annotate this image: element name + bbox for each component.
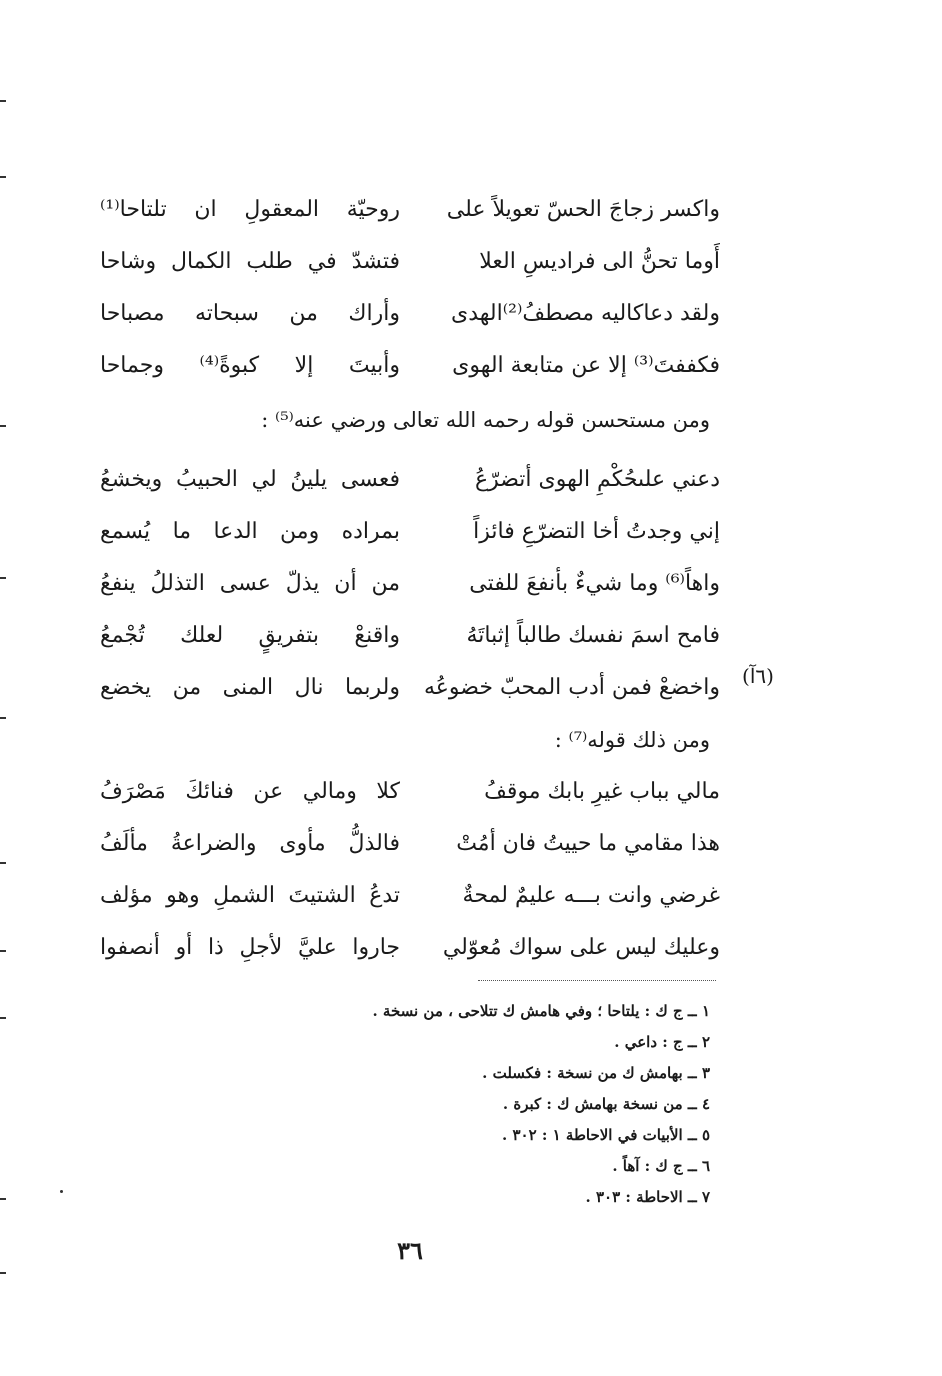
poem-block-3	[100, 766, 720, 974]
footnote: ٦ ــ ج ك : آهاً .	[612, 1157, 710, 1175]
verse-line	[100, 340, 720, 392]
verse-line	[100, 870, 720, 922]
verse-line	[100, 766, 720, 818]
scan-mark	[0, 425, 6, 427]
scan-speck	[60, 1190, 63, 1193]
hemistich: وأراك من سبحاته مصباحا	[100, 301, 400, 326]
hemistich: جاروا عليَّ لأجلِ ذا أو أنصفوا	[100, 935, 400, 960]
hemistich: تدعُ الشتيتَ الشملِ وهو مؤلف	[100, 883, 400, 908]
verse-line	[100, 288, 720, 340]
verse-line	[100, 236, 720, 288]
page-number: ٣٦	[397, 1236, 423, 1265]
hemistich: واهاً⁽⁶⁾ وما شيءٌ بأنفعَ للفتى	[469, 571, 720, 596]
hemistich: واخضعْ فمن أدب المحبّ خضوعُه	[423, 675, 720, 700]
poem-block-1	[100, 184, 720, 392]
footnote: ٢ ــ ج : داعي .	[614, 1033, 710, 1051]
hemistich: دعني علىحُكْمِ الهوى أتضرّعُ	[474, 467, 720, 492]
scan-mark	[0, 1272, 6, 1274]
footnote: ٤ ــ من نسخة بهامش ك : كبرة .	[502, 1095, 710, 1113]
hemistich: واكسر زجاجَ الحسّ تعويلاً على	[446, 197, 720, 222]
verse-line	[100, 818, 720, 870]
verse-line	[100, 662, 720, 714]
verse-line	[100, 454, 720, 506]
footnote-divider	[478, 980, 716, 981]
hemistich: كلا ومالي عن فنائكَ مَصْرَفُ	[100, 779, 400, 804]
hemistich: إني وجدتُ أخا التضرّعِ فائزاً	[473, 519, 720, 544]
verse-line	[100, 184, 720, 236]
hemistich: فتشدّ في طلب الكمال وشاحا	[100, 249, 400, 274]
scan-mark	[0, 717, 6, 719]
hemistich: فالذلُّ مأوى والضراعةُ مألَفُ	[100, 831, 400, 856]
hemistich: هذا مقامي ما حييتُ فان أمُتْ	[456, 831, 720, 856]
hemistich: فعسى يلينُ لي الحبيبُ ويخشعُ	[100, 467, 400, 492]
hemistich: بمراده ومن الدعا ما يُسمع	[100, 519, 400, 544]
poem-block-2	[100, 454, 720, 714]
verse-line	[100, 506, 720, 558]
manuscript-folio-note: (٦آ)	[742, 664, 774, 688]
verse-line	[100, 610, 720, 662]
hemistich: فامح اسمَ نفسك طالباً إثباتَهُ	[466, 623, 720, 648]
scan-mark	[0, 1198, 6, 1200]
poem-intro-1: ومن مستحسن قوله رحمه الله تعالى ورضي عنه⁽⁵⁾ :	[261, 408, 710, 432]
poem-intro-2: ومن ذلك قوله⁽⁷⁾ :	[554, 728, 710, 752]
footnote: ٧ ــ الاحاطة : ٣٠٣ .	[585, 1188, 710, 1206]
hemistich: مالي بباب غيرِ بابك موقفُ	[484, 779, 720, 804]
hemistich: واقنعْ بتفريقٍ لعلك تُجْمعُ	[100, 623, 400, 648]
verse-line	[100, 922, 720, 974]
footnotes	[372, 996, 710, 1213]
hemistich: غرضي وانت بـــه عليمٌ لمحةٌ	[462, 883, 720, 908]
hemistich: وأبيتَ إلا كبوةً⁽⁴⁾ وجماحا	[100, 353, 400, 378]
scan-mark	[0, 577, 6, 579]
hemistich: روحيّة المعقولِ ان تلتاحا⁽¹⁾	[100, 197, 400, 222]
hemistich: وعليك ليس على سواك مُعوّلي	[442, 935, 720, 960]
hemistich: فكففتَ⁽³⁾ إلا عن متابعة الهوى	[452, 353, 720, 378]
hemistich: أَوما تحنُّ الى فراديسِ العلا	[479, 249, 720, 274]
footnote: ١ ــ ج ك : يلتاحا ؛ وفي هامش ك تتلاحى ، من نسخة .	[372, 1002, 710, 1020]
footnote: ٥ ــ الأبيات في الاحاطة ١ : ٣٠٢ .	[502, 1126, 710, 1144]
verse-line	[100, 558, 720, 610]
hemistich: ولقد دعاكاليه مصطفُ⁽²⁾الهدى	[451, 301, 720, 326]
scan-mark	[0, 176, 6, 178]
hemistich: ولربما نال المنى من يخضع	[100, 675, 400, 700]
hemistich: من أن يذلّ عسى التذللُ ينفعُ	[100, 571, 400, 596]
footnote: ٣ ــ بهامش ك من نسخة : فكسلت .	[482, 1064, 710, 1082]
scan-mark	[0, 100, 6, 102]
scan-mark	[0, 1017, 6, 1019]
scan-mark	[0, 950, 6, 952]
scan-mark	[0, 862, 6, 864]
